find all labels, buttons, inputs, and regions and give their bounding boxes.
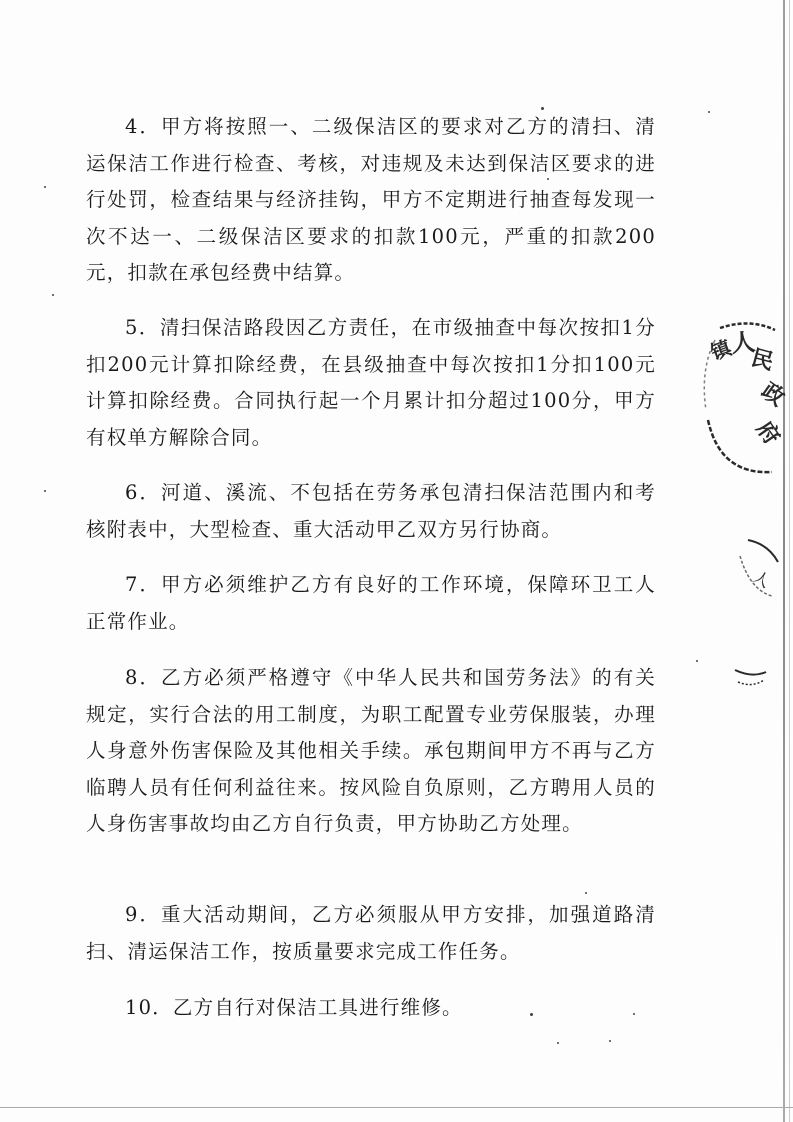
paragraph-4: 4．甲方将按照一、二级保洁区的要求对乙方的清扫、清运保洁工作进行检查、考核，对违规及未达到保洁区要求的进行处罚，检查结果与经济挂钩，甲方不定期进行抽查每发现一次不达一、二级保洁区要求的扣款100元，严重的扣款200元，扣款在承包经费中结算。: [86, 115, 656, 284]
seal-small-bottom: [735, 670, 766, 685]
scan-speck: [708, 111, 710, 113]
svg-text:人: 人: [750, 567, 774, 592]
paragraph-6: 6．河道、溪流、不包括在劳务承包清扫保洁范围内和考核附表中，大型检查、重大活动甲乙双方另行协商。: [86, 481, 656, 541]
paragraph-10: 10．乙方自行对保洁工具进行维修。: [125, 996, 463, 1019]
svg-text:人: 人: [730, 327, 757, 358]
page-bottom-edge: [0, 1107, 793, 1108]
scan-speck: [52, 294, 54, 296]
seal-large-text: [708, 328, 789, 449]
scan-speck: [44, 490, 46, 492]
svg-text:民: 民: [748, 345, 777, 376]
scan-speck: [557, 1042, 559, 1044]
scan-speck: [530, 1013, 533, 1016]
scan-speck: [44, 186, 46, 188]
svg-text:镇: 镇: [707, 335, 735, 365]
seal-small: [740, 540, 778, 596]
svg-text:府: 府: [751, 417, 785, 450]
scan-speck: [609, 1040, 611, 1042]
official-seal-fragment: [690, 300, 790, 700]
paragraph-7: 7．甲方必须维护乙方有良好的工作环境，保障环卫工人正常作业。: [86, 573, 656, 633]
scan-speck: [585, 892, 587, 894]
paragraph-8: 8．乙方必须严格遵守《中华人民共和国劳务法》的有关规定，实行合法的用工制度，为职工配置专业劳保服装，办理人身意外伤害保险及其他相关手续。承包期间甲方不再与乙方临聘人员有任何利益往来。按风险自负原则，乙方聘用人员的人身伤害事故均由乙方自行负责，甲方协助乙方处理。: [86, 666, 656, 835]
svg-text:政: 政: [756, 378, 789, 412]
paragraph-9: 9．重大活动期间，乙方必须服从甲方安排，加强道路清扫、清运保洁工作，按质量要求完成工作任务。: [86, 903, 656, 963]
scan-speck: [633, 1013, 635, 1015]
paragraph-5: 5．清扫保洁路段因乙方责任，在市级抽查中每次按扣1分扣200元计算扣除经费，在县级抽查中每次按扣1分扣100元计算扣除经费。合同执行起一个月累计扣分超过100分，甲方有权单方解除合同。: [86, 316, 656, 449]
